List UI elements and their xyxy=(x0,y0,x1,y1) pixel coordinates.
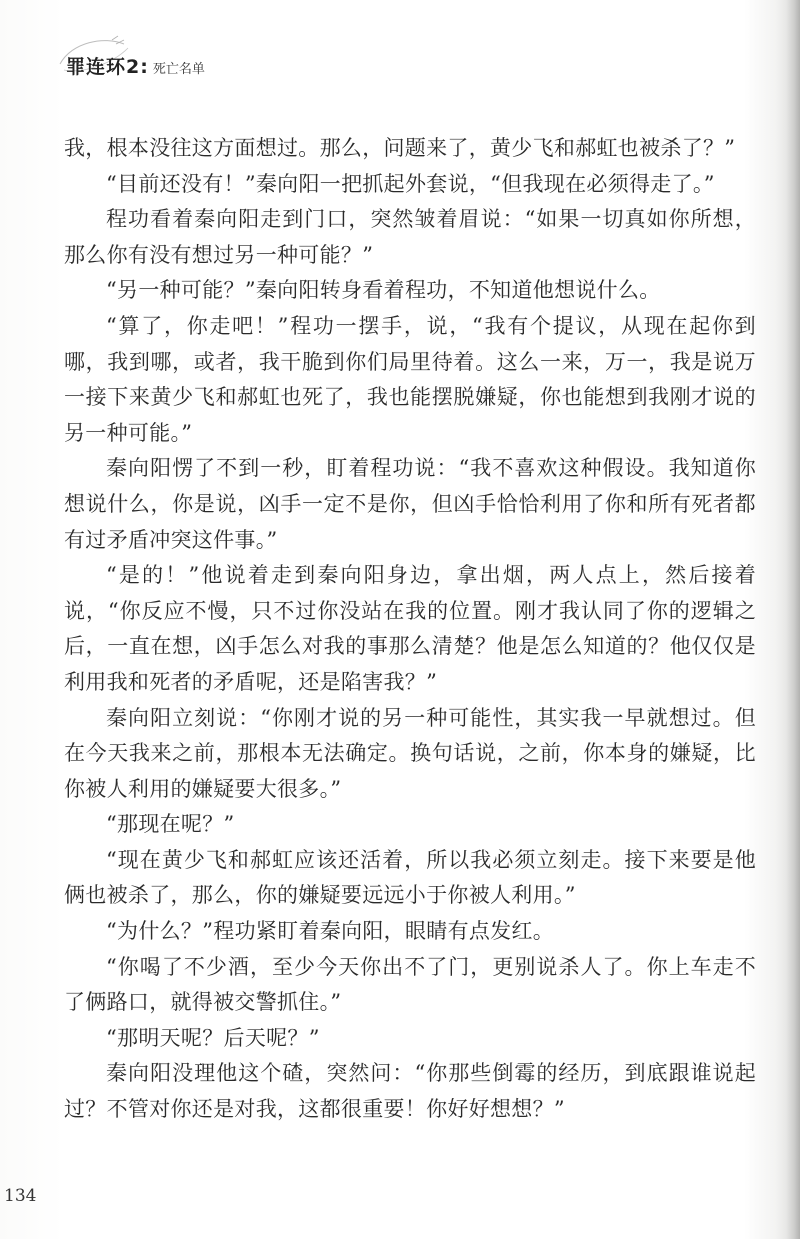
body-text xyxy=(64,131,756,1128)
paragraph: 程功看着秦向阳走到门口，突然皱着眉说：“如果一切真如你所想，那么你有没有想过另一种可能？” xyxy=(64,207,756,267)
paragraph: 秦向阳没理他这个碴，突然问：“你那些倒霉的经历，到底跟谁说起过？不管对你还是对我，这都很重要！你好好想想？” xyxy=(64,1061,756,1122)
paragraph: “那现在呢？” xyxy=(106,812,235,837)
running-header xyxy=(66,52,205,79)
paragraph: 我，根本没往这方面想过。那么，问题来了，黄少飞和郝虹也被杀了？” xyxy=(64,136,736,160)
paragraph: “那明天呢？后天呢？” xyxy=(106,1025,320,1050)
page-edge-shadow xyxy=(786,0,800,1239)
paragraph: “算了，你走吧！”程功一摆手，说，“我有个提议，从现在起你到哪，我到哪，或者，我干脆到你们局里待着。这么一来，万一，我是说万一接下来黄少飞和郝虹也死了，我也能摆脱嫌疑，你也能想到我刚才说的另一种可能。” xyxy=(64,313,756,445)
paragraph: “你喝了不少酒，至少今天你出不了门，更别说杀人了。你上车走不了俩路口，就得被交警抓住。” xyxy=(64,954,756,1015)
paragraph: “另一种可能？”秦向阳转身看着程功，不知道他想说什么。 xyxy=(106,278,661,303)
paragraph: “目前还没有！”秦向阳一把抓起外套说，“但我现在必须得走了。” xyxy=(106,171,715,196)
book-title: 罪连环2: xyxy=(66,56,149,78)
paragraph: “是的！”他说着走到秦向阳身边，拿出烟，两人点上，然后接着说，“你反应不慢，只不过你没站在我的位置。刚才我认同了你的逻辑之后，一直在想，凶手怎么对我的事那么清楚？他是怎么知道的？他仅仅是利用我和死者的矛盾呢，还是陷害我？” xyxy=(64,563,756,694)
paragraph: 秦向阳愣了不到一秒，盯着程功说：“我不喜欢这种假设。我知道你想说什么，你是说，凶手一定不是你，但凶手恰恰利用了你和所有死者都有过矛盾冲突这件事。” xyxy=(64,456,756,552)
paragraph: “现在黄少飞和郝虹应该还活着，所以我必须立刻走。接下来要是他俩也被杀了，那么，你的嫌疑要远远小于你被人利用。” xyxy=(64,847,756,908)
paragraph: 秦向阳立刻说：“你刚才说的另一种可能性，其实我一早就想过。但在今天我来之前，那根本无法确定。换句话说，之前，你本身的嫌疑，比你被人利用的嫌疑要大很多。” xyxy=(64,705,756,801)
page-number: 134 xyxy=(4,1186,37,1206)
paragraph: “为什么？”程功紧盯着秦向阳，眼睛有点发红。 xyxy=(106,919,555,944)
book-subtitle: 死亡名单 xyxy=(152,62,205,77)
